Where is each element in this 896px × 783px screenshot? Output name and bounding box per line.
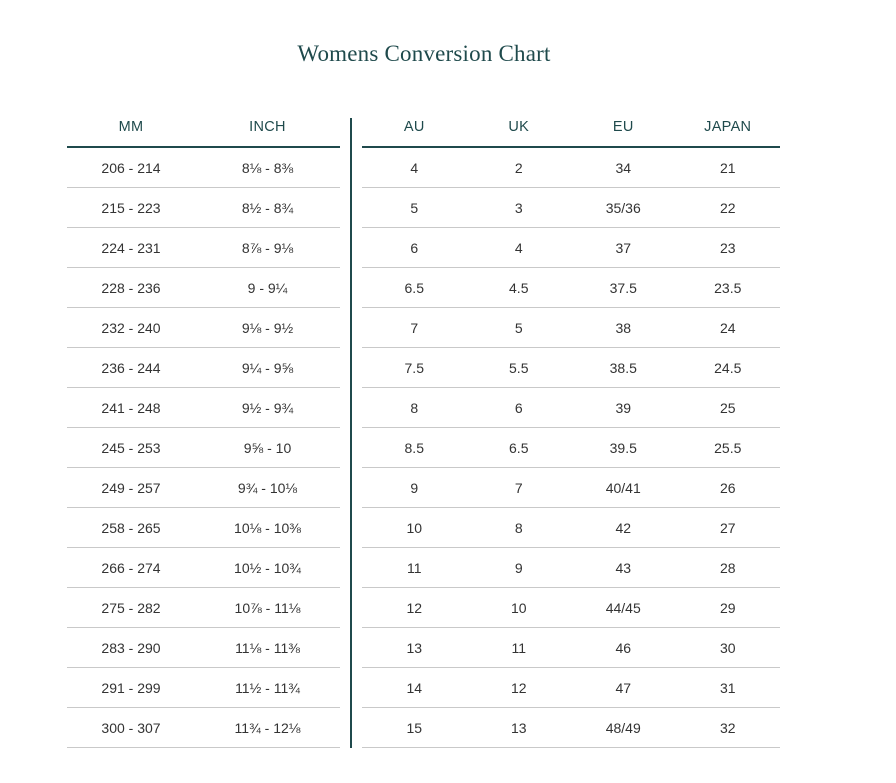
- cell-eu: 38: [615, 319, 632, 336]
- cell-eu: 37.5: [609, 279, 637, 296]
- table-row: [362, 628, 780, 668]
- table-row: [362, 468, 780, 508]
- cell-mm: 236 - 244: [101, 359, 161, 376]
- cell-au: 15: [406, 719, 423, 736]
- cell-au: 14: [406, 679, 423, 696]
- table-row: [362, 348, 780, 388]
- header-inch: INCH: [249, 119, 286, 135]
- length-table-header: [67, 108, 340, 148]
- cell-au: 7: [410, 319, 419, 336]
- table-row: [67, 388, 340, 428]
- cell-mm: 291 - 299: [101, 679, 161, 696]
- cell-japan: 29: [719, 599, 736, 616]
- cell-eu: 39: [615, 399, 632, 416]
- cell-uk: 8: [514, 519, 523, 536]
- cell-eu: 43: [615, 559, 632, 576]
- size-table: [362, 108, 780, 748]
- cell-eu: 40/41: [605, 479, 641, 496]
- table-row: [362, 188, 780, 228]
- cell-japan: 22: [719, 199, 736, 216]
- cell-inch: 9⅝ - 10: [243, 439, 292, 456]
- cell-eu: 35/36: [605, 199, 641, 216]
- cell-mm: 241 - 248: [101, 399, 161, 416]
- table-row: [67, 148, 340, 188]
- cell-uk: 6.5: [509, 439, 529, 456]
- table-row: [67, 188, 340, 228]
- cell-mm: 215 - 223: [101, 199, 161, 216]
- table-row: [67, 508, 340, 548]
- table-row: [362, 428, 780, 468]
- cell-uk: 11: [511, 639, 527, 656]
- cell-japan: 28: [719, 559, 736, 576]
- table-row: [362, 388, 780, 428]
- cell-au: 8.5: [404, 439, 424, 456]
- table-row: [67, 468, 340, 508]
- page-title: Womens Conversion Chart: [297, 41, 551, 66]
- table-row: [362, 508, 780, 548]
- cell-uk: 3: [514, 199, 523, 216]
- cell-uk: 13: [510, 719, 527, 736]
- header-uk: UK: [508, 119, 530, 135]
- cell-au: 12: [406, 599, 423, 616]
- cell-eu: 47: [615, 679, 632, 696]
- cell-au: 8: [410, 399, 419, 416]
- cell-uk: 4.5: [509, 279, 529, 296]
- cell-mm: 232 - 240: [101, 319, 161, 336]
- cell-uk: 5.5: [509, 359, 529, 376]
- table-row: [362, 148, 780, 188]
- cell-japan: 26: [719, 479, 736, 496]
- cell-uk: 12: [510, 679, 527, 696]
- cell-japan: 25: [719, 399, 736, 416]
- cell-au: 13: [406, 639, 423, 656]
- cell-mm: 283 - 290: [101, 639, 161, 656]
- table-row: [362, 588, 780, 628]
- cell-japan: 23.5: [714, 279, 742, 296]
- cell-uk: 2: [514, 159, 523, 176]
- table-row: [362, 668, 780, 708]
- header-mm: MM: [118, 119, 144, 135]
- table-row: [362, 708, 780, 748]
- cell-mm: 275 - 282: [101, 599, 161, 616]
- cell-japan: 30: [719, 639, 736, 656]
- cell-japan: 23: [719, 239, 736, 256]
- cell-mm: 249 - 257: [101, 479, 161, 496]
- cell-au: 6: [410, 239, 419, 256]
- length-table-body: [67, 148, 340, 748]
- cell-mm: 258 - 265: [101, 519, 161, 536]
- cell-japan: 32: [719, 719, 736, 736]
- table-row: [67, 708, 340, 748]
- cell-eu: 48/49: [605, 719, 641, 736]
- table-row: [67, 628, 340, 668]
- cell-inch: 10⅞ - 11⅛: [234, 599, 301, 616]
- cell-eu: 46: [615, 639, 632, 656]
- cell-inch: 9¼ - 9⅝: [241, 359, 294, 376]
- table-row: [67, 668, 340, 708]
- cell-inch: 9½ - 9¾: [241, 399, 294, 416]
- cell-eu: 34: [615, 159, 632, 176]
- table-row: [67, 588, 340, 628]
- table-row: [67, 268, 340, 308]
- cell-inch: 8½ - 8¾: [241, 199, 294, 216]
- header-eu: EU: [612, 119, 634, 135]
- cell-inch: 9¾ - 10⅛: [237, 479, 298, 496]
- cell-japan: 24: [719, 319, 736, 336]
- cell-inch: 11½ - 11¾: [235, 679, 300, 696]
- cell-eu: 44/45: [605, 599, 641, 616]
- cell-au: 7.5: [404, 359, 424, 376]
- cell-inch: 11⅛ - 11⅜: [235, 639, 300, 656]
- cell-au: 11: [406, 559, 422, 576]
- cell-au: 4: [410, 159, 419, 176]
- table-row: [362, 228, 780, 268]
- table-row: [67, 348, 340, 388]
- cell-inch: 10⅛ - 10⅜: [234, 519, 301, 536]
- cell-uk: 5: [514, 319, 523, 336]
- cell-inch: 11¾ - 12⅛: [234, 719, 301, 736]
- cell-uk: 4: [514, 239, 523, 256]
- table-row: [67, 548, 340, 588]
- cell-mm: 224 - 231: [101, 239, 161, 256]
- cell-uk: 7: [514, 479, 523, 496]
- table-row: [67, 428, 340, 468]
- cell-japan: 31: [719, 679, 736, 696]
- size-table-header: [362, 108, 780, 148]
- table-row: [362, 548, 780, 588]
- length-table: [67, 108, 340, 748]
- cell-au: 6.5: [404, 279, 424, 296]
- cell-japan: 24.5: [714, 359, 742, 376]
- cell-mm: 266 - 274: [101, 559, 161, 576]
- cell-inch: 8⅛ - 8⅜: [241, 159, 294, 176]
- cell-uk: 10: [510, 599, 527, 616]
- table-row: [362, 308, 780, 348]
- table-row: [67, 308, 340, 348]
- cell-mm: 206 - 214: [101, 159, 161, 176]
- cell-japan: 25.5: [714, 439, 742, 456]
- cell-eu: 42: [615, 519, 632, 536]
- header-au: AU: [403, 119, 425, 135]
- cell-au: 10: [406, 519, 423, 536]
- cell-mm: 228 - 236: [101, 279, 161, 296]
- header-japan: JAPAN: [704, 119, 752, 135]
- cell-au: 9: [410, 479, 419, 496]
- cell-eu: 39.5: [609, 439, 637, 456]
- cell-eu: 38.5: [609, 359, 637, 376]
- cell-japan: 27: [719, 519, 736, 536]
- cell-japan: 21: [719, 159, 736, 176]
- size-table-body: [362, 148, 780, 748]
- table-row: [362, 268, 780, 308]
- cell-mm: 300 - 307: [101, 719, 161, 736]
- cell-mm: 245 - 253: [101, 439, 161, 456]
- cell-au: 5: [410, 199, 419, 216]
- cell-uk: 9: [514, 559, 523, 576]
- cell-inch: 10½ - 10¾: [234, 559, 301, 576]
- table-row: [67, 228, 340, 268]
- cell-eu: 37: [615, 239, 632, 256]
- cell-inch: 9⅛ - 9½: [241, 319, 294, 336]
- column-divider: [350, 118, 352, 748]
- cell-inch: 9 - 9¼: [247, 279, 288, 296]
- cell-inch: 8⅞ - 9⅛: [241, 239, 294, 256]
- cell-uk: 6: [514, 399, 523, 416]
